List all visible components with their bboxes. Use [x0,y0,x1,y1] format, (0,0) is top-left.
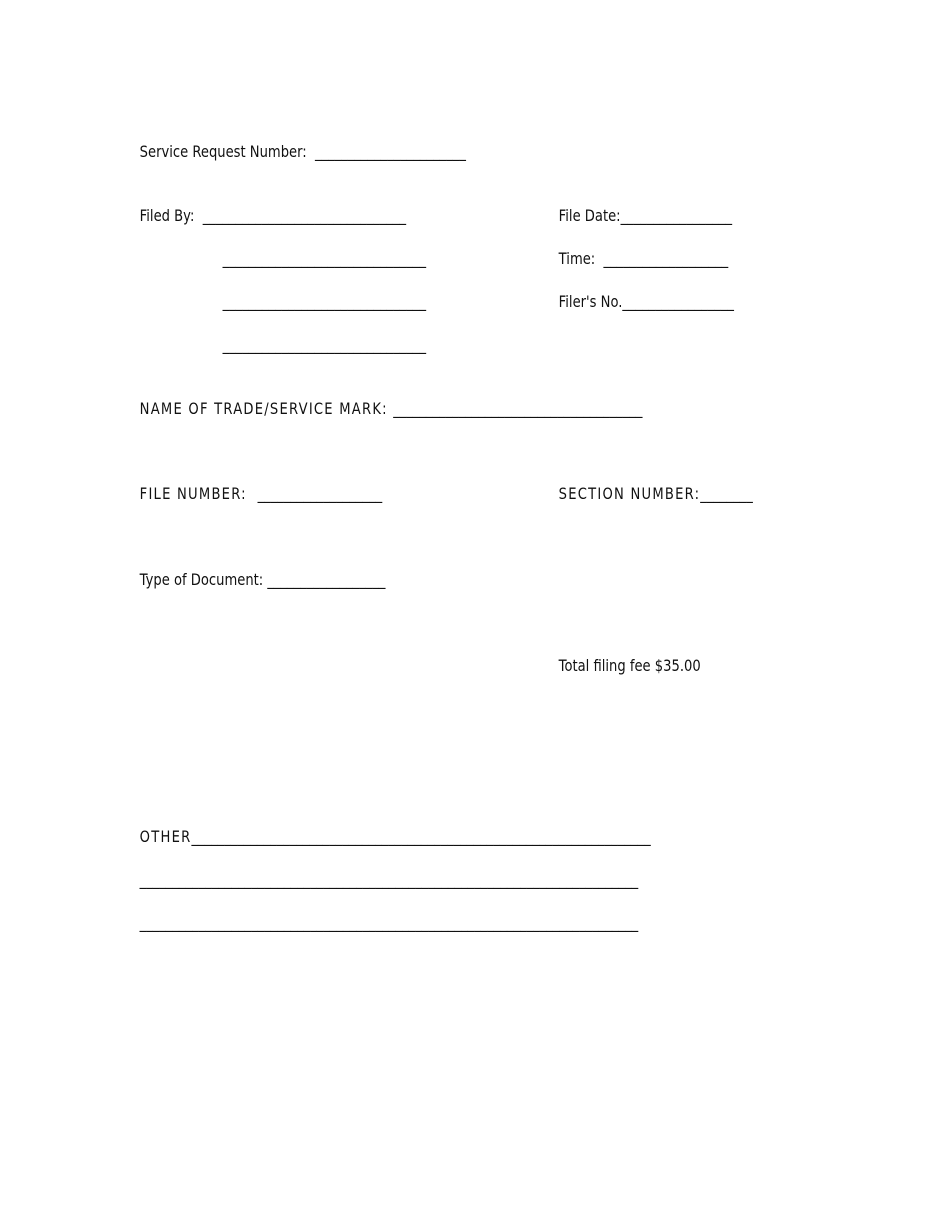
filers-no-field[interactable]: _________________ [622,292,734,311]
time-label: Time: [558,249,604,268]
section-number-field[interactable]: ________ [700,484,753,503]
filed-by-field-2[interactable]: _______________________________ [222,249,427,268]
total-fee-row [542,636,701,696]
total-fee-text: Total filing fee $35.00 [558,656,701,675]
filed-by-field-1[interactable]: _______________________________ [202,206,407,225]
other-field-2[interactable]: ____________________________________________________________________________ [139,870,639,889]
type-of-document-row [123,550,385,610]
file-number-label: FILE NUMBER: [139,484,258,503]
filers-no-label: Filer's No. [558,292,623,311]
service-request-label: Service Request Number: [139,142,316,161]
filed-by-field-3[interactable]: _______________________________ [222,292,427,311]
section-number-row [542,464,753,524]
filers-no-row [542,272,734,332]
file-date-label: File Date: [558,206,621,225]
trade-mark-label: NAME OF TRADE/SERVICE MARK: [139,399,394,418]
type-of-document-label: Type of Document: [139,570,268,589]
file-date-field[interactable]: _________________ [620,206,733,225]
other-field-3[interactable]: ____________________________________________________________________________ [139,913,639,932]
service-request-field[interactable]: _______________________ [315,142,466,161]
section-number-label: SECTION NUMBER: [558,484,701,503]
other-line-3 [123,893,638,953]
other-label: OTHER [139,827,192,846]
type-of-document-field[interactable]: __________________ [267,570,386,589]
filed-by-line-4 [206,315,426,375]
filed-by-field-4[interactable]: _______________________________ [222,335,427,354]
other-field-1[interactable]: ______________________________________________________________________ [191,827,651,846]
filed-by-label: Filed By: [139,206,203,225]
file-number-row [123,464,382,524]
time-field[interactable]: ___________________ [603,249,729,268]
service-request-row [123,122,466,182]
file-number-field[interactable]: ___________________ [257,484,383,503]
trade-mark-field[interactable]: ______________________________________ [393,399,643,418]
trade-mark-row [123,379,642,439]
